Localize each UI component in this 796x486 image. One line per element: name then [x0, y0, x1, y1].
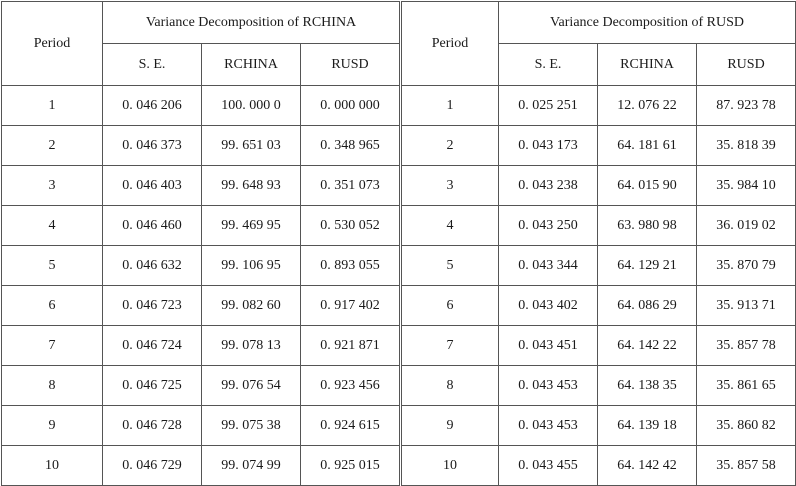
col-header-left-rchina: RCHINA	[202, 44, 301, 86]
group-header-left: Variance Decomposition of RCHINA	[103, 2, 401, 44]
right-period-cell: 4	[401, 206, 499, 246]
right-rchina-cell: 12. 076 22	[598, 86, 697, 126]
right-rchina-cell: 64. 086 29	[598, 286, 697, 326]
right-se-cell: 0. 043 250	[499, 206, 598, 246]
right-se-cell: 0. 043 453	[499, 366, 598, 406]
table-row	[2, 406, 796, 446]
left-rusd-cell: 0. 923 456	[301, 366, 401, 406]
left-period-cell: 7	[2, 326, 103, 366]
table-row	[2, 206, 796, 246]
left-se-cell: 0. 046 725	[103, 366, 202, 406]
right-rusd-cell: 35. 861 65	[697, 366, 796, 406]
left-rchina-cell: 99. 648 93	[202, 166, 301, 206]
left-rusd-cell: 0. 924 615	[301, 406, 401, 446]
right-period-cell: 7	[401, 326, 499, 366]
table-row	[2, 286, 796, 326]
left-rusd-cell: 0. 530 052	[301, 206, 401, 246]
right-se-cell: 0. 043 453	[499, 406, 598, 446]
right-rusd-cell: 36. 019 02	[697, 206, 796, 246]
right-rchina-cell: 64. 139 18	[598, 406, 697, 446]
right-period-cell: 3	[401, 166, 499, 206]
right-se-cell: 0. 043 451	[499, 326, 598, 366]
left-se-cell: 0. 046 632	[103, 246, 202, 286]
period-header-left: Period	[2, 2, 103, 86]
header-row-sub	[2, 44, 796, 86]
right-se-cell: 0. 043 238	[499, 166, 598, 206]
right-rusd-cell: 35. 984 10	[697, 166, 796, 206]
left-period-cell: 6	[2, 286, 103, 326]
left-se-cell: 0. 046 206	[103, 86, 202, 126]
right-rusd-cell: 35. 818 39	[697, 126, 796, 166]
right-rchina-cell: 64. 181 61	[598, 126, 697, 166]
right-rusd-cell: 35. 913 71	[697, 286, 796, 326]
left-rchina-cell: 99. 075 38	[202, 406, 301, 446]
right-rusd-cell: 87. 923 78	[697, 86, 796, 126]
right-period-cell: 6	[401, 286, 499, 326]
left-rchina-cell: 99. 074 99	[202, 446, 301, 486]
right-period-cell: 2	[401, 126, 499, 166]
left-rusd-cell: 0. 351 073	[301, 166, 401, 206]
right-rusd-cell: 35. 857 58	[697, 446, 796, 486]
table-row	[2, 366, 796, 406]
right-period-cell: 9	[401, 406, 499, 446]
right-rchina-cell: 63. 980 98	[598, 206, 697, 246]
left-period-cell: 1	[2, 86, 103, 126]
header-row-top	[2, 2, 796, 44]
left-period-cell: 8	[2, 366, 103, 406]
left-se-cell: 0. 046 723	[103, 286, 202, 326]
left-rchina-cell: 99. 469 95	[202, 206, 301, 246]
left-se-cell: 0. 046 729	[103, 446, 202, 486]
left-period-cell: 10	[2, 446, 103, 486]
left-rusd-cell: 0. 921 871	[301, 326, 401, 366]
left-period-cell: 4	[2, 206, 103, 246]
col-header-left-se: S. E.	[103, 44, 202, 86]
left-period-cell: 5	[2, 246, 103, 286]
right-rusd-cell: 35. 857 78	[697, 326, 796, 366]
left-rchina-cell: 99. 651 03	[202, 126, 301, 166]
right-period-cell: 5	[401, 246, 499, 286]
left-period-cell: 2	[2, 126, 103, 166]
right-rchina-cell: 64. 138 35	[598, 366, 697, 406]
left-period-cell: 3	[2, 166, 103, 206]
group-header-right: Variance Decomposition of RUSD	[499, 2, 796, 44]
right-se-cell: 0. 043 173	[499, 126, 598, 166]
left-rchina-cell: 100. 000 0	[202, 86, 301, 126]
right-se-cell: 0. 025 251	[499, 86, 598, 126]
table-row	[2, 446, 796, 486]
col-header-left-rusd: RUSD	[301, 44, 401, 86]
table-row	[2, 86, 796, 126]
col-header-right-se: S. E.	[499, 44, 598, 86]
period-header-right: Period	[401, 2, 499, 86]
left-rusd-cell: 0. 000 000	[301, 86, 401, 126]
right-rchina-cell: 64. 015 90	[598, 166, 697, 206]
left-rchina-cell: 99. 082 60	[202, 286, 301, 326]
right-se-cell: 0. 043 455	[499, 446, 598, 486]
left-se-cell: 0. 046 373	[103, 126, 202, 166]
left-se-cell: 0. 046 460	[103, 206, 202, 246]
variance-decomposition-table	[1, 1, 796, 486]
right-se-cell: 0. 043 344	[499, 246, 598, 286]
left-rchina-cell: 99. 106 95	[202, 246, 301, 286]
right-rusd-cell: 35. 870 79	[697, 246, 796, 286]
col-header-right-rchina: RCHINA	[598, 44, 697, 86]
table-row	[2, 126, 796, 166]
left-rchina-cell: 99. 076 54	[202, 366, 301, 406]
left-rusd-cell: 0. 917 402	[301, 286, 401, 326]
left-rusd-cell: 0. 925 015	[301, 446, 401, 486]
right-rchina-cell: 64. 142 42	[598, 446, 697, 486]
table-row	[2, 326, 796, 366]
left-period-cell: 9	[2, 406, 103, 446]
left-rusd-cell: 0. 893 055	[301, 246, 401, 286]
left-se-cell: 0. 046 403	[103, 166, 202, 206]
right-se-cell: 0. 043 402	[499, 286, 598, 326]
table-row	[2, 166, 796, 206]
col-header-right-rusd: RUSD	[697, 44, 796, 86]
left-rchina-cell: 99. 078 13	[202, 326, 301, 366]
right-rusd-cell: 35. 860 82	[697, 406, 796, 446]
left-se-cell: 0. 046 728	[103, 406, 202, 446]
left-se-cell: 0. 046 724	[103, 326, 202, 366]
right-period-cell: 1	[401, 86, 499, 126]
right-period-cell: 8	[401, 366, 499, 406]
left-rusd-cell: 0. 348 965	[301, 126, 401, 166]
table-body	[2, 2, 796, 486]
right-period-cell: 10	[401, 446, 499, 486]
right-rchina-cell: 64. 142 22	[598, 326, 697, 366]
right-rchina-cell: 64. 129 21	[598, 246, 697, 286]
table-row	[2, 246, 796, 286]
